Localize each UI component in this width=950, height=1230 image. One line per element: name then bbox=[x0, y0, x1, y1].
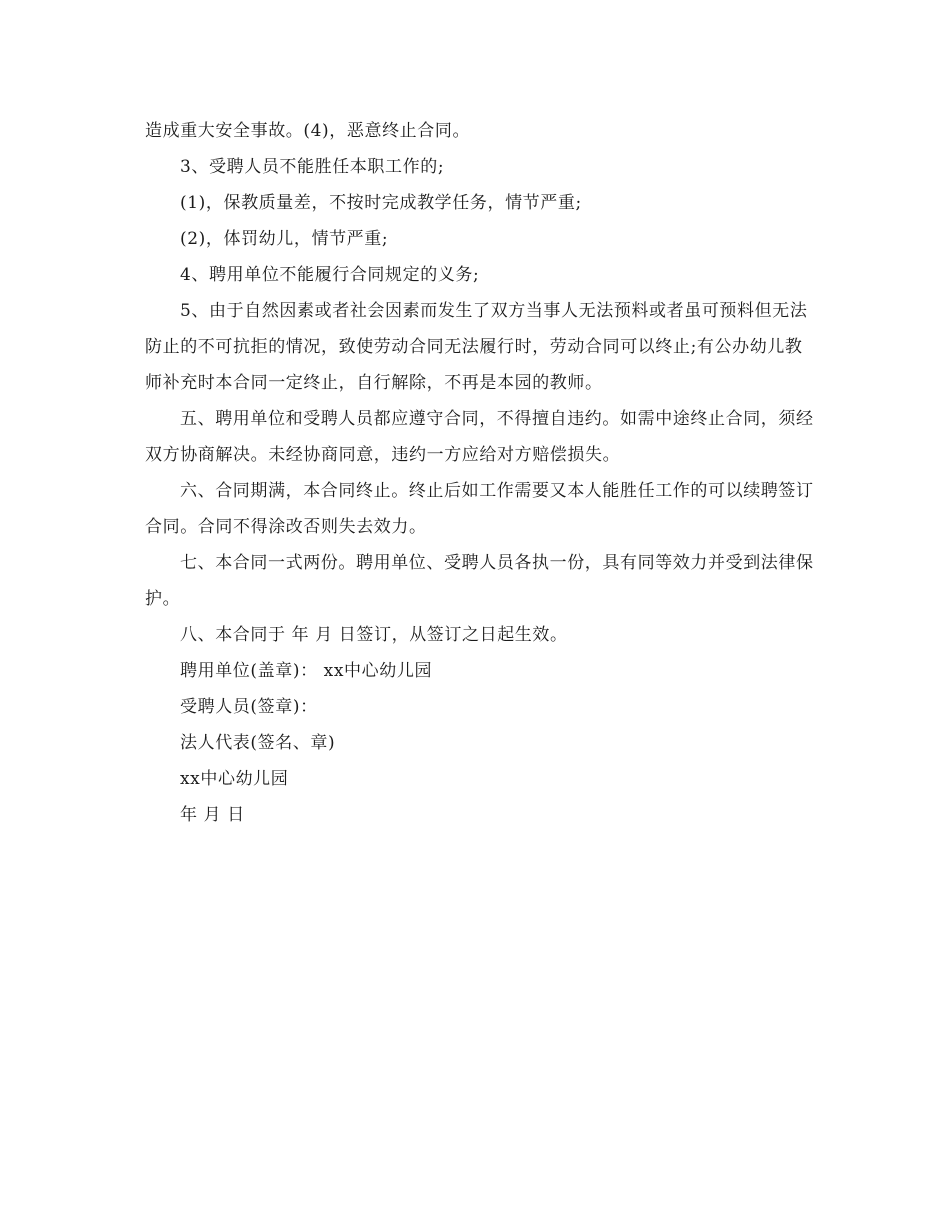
signature-legal-rep: 法人代表(签名、章) bbox=[180, 733, 336, 753]
signature-org-name: xx中心幼儿园 bbox=[180, 769, 289, 789]
paragraph-section-8: 八、本合同于 年 月 日签订，从签订之日起生效。 bbox=[180, 625, 568, 645]
paragraph-section-7: 七、本合同一式两份。聘用单位、受聘人员各执一份，具有同等效力并受到法律保护。 bbox=[145, 553, 814, 609]
paragraph-clause-3: 3、受聘人员不能胜任本职工作的; bbox=[180, 157, 445, 177]
contract-body bbox=[145, 113, 815, 833]
paragraph-continuation: 造成重大安全事故。(4)，恶意终止合同。 bbox=[145, 121, 471, 141]
signature-employer: 聘用单位(盖章)： xx中心幼儿园 bbox=[180, 661, 433, 681]
signature-employee: 受聘人员(签章)： bbox=[180, 697, 318, 717]
paragraph-clause-3-2: (2)，体罚幼儿，情节严重; bbox=[180, 229, 389, 249]
paragraph-section-6: 六、合同期满，本合同终止。终止后如工作需要又本人能胜任工作的可以续聘签订合同。合同不得涂改否则失去效力。 bbox=[145, 481, 814, 537]
paragraph-clause-4: 4、聘用单位不能履行合同规定的义务; bbox=[180, 265, 480, 285]
paragraph-section-5: 五、聘用单位和受聘人员都应遵守合同，不得擅自违约。如需中途终止合同，须经双方协商解决。未经协商同意，违约一方应给对方赔偿损失。 bbox=[145, 409, 814, 465]
paragraph-clause-3-1: (1)，保教质量差，不按时完成教学任务，情节严重; bbox=[180, 193, 582, 213]
signature-date: 年 月 日 bbox=[180, 805, 245, 825]
paragraph-clause-5: 5、由于自然因素或者社会因素而发生了双方当事人无法预料或者虽可预料但无法防止的不可抗拒的情况，致使劳动合同无法履行时，劳动合同可以终止;有公办幼儿教师补充时本合同一定终止，自行解除，不再是本园的教师。 bbox=[145, 301, 808, 393]
